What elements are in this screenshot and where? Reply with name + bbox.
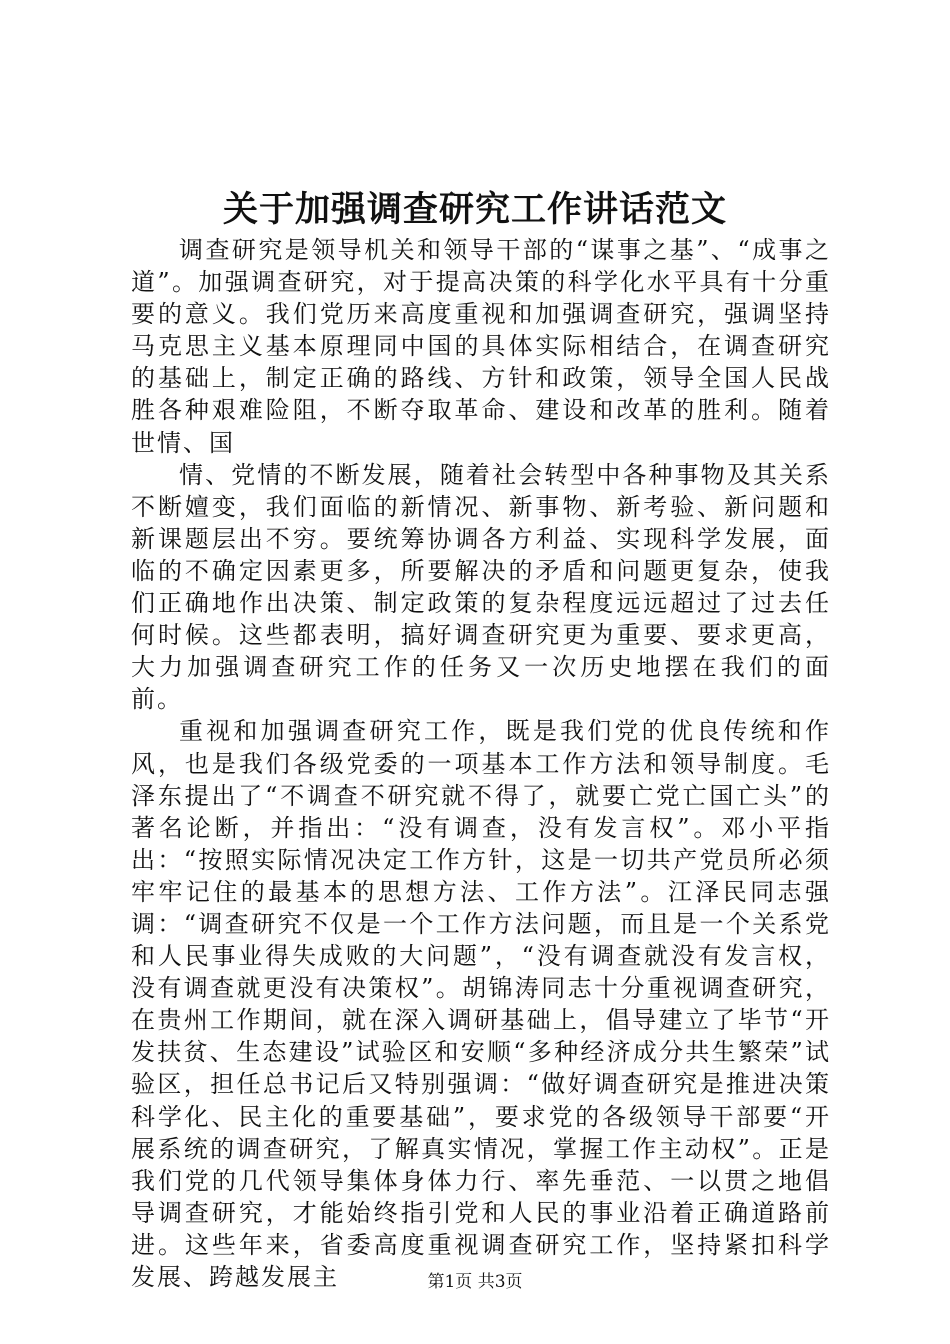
page-number-footer: 第1页 共3页 — [427, 1272, 523, 1292]
paragraph-2: 情、党情的不断发展，随着社会转型中各种事物及其关系不断嬗变，我们面临的新情况、新事物、新考验、新问题和新课题层出不穷。要统筹协调各方利益、实现科学发展，面临的不确定因素更多，所要解决的矛盾和问题更复杂，使我们正确地作出决策、制定政策的复杂程度远远超过了过去任何时候。这些都表明，搞好调查研究更为重要、要求更高，大力加强调查研究工作的任务又一次历史地摆在我们的面前。 — [131, 460, 831, 714]
document-body — [131, 234, 831, 1293]
paragraph-1: 调查研究是领导机关和领导干部的“谋事之基”、“成事之道”。加强调查研究，对于提高决策的科学化水平具有十分重要的意义。我们党历来高度重视和加强调查研究，强调坚持马克思主义基本原理同中国的具体实际相结合，在调查研究的基础上，制定正确的路线、方针和政策，领导全国人民战胜各种艰难险阻，不断夺取革命、建设和改革的胜利。随着世情、国 — [131, 236, 831, 457]
paragraph-3: 重视和加强调查研究工作，既是我们党的优良传统和作风，也是我们各级党委的一项基本工作方法和领导制度。毛泽东提出了“不调查不研究就不得了，就要亡党亡国亡头”的著名论断，并指出：“没有调查，没有发言权”。邓小平指出：“按照实际情况决定工作方针，这是一切共产党员所必须牢牢记住的最基本的思想方法、工作方法”。江泽民同志强调：“调查研究不仅是一个工作方法问题，而且是一个关系党和人民事业得失成败的大问题”，“没有调查就没有发言权，没有调查就更没有决策权”。胡锦涛同志十分重视调查研究，在贵州工作期间，就在深入调研基础上，倡导建立了毕节“开发扶贫、生态建设”试验区和安顺“多种经济成分共生繁荣”试验区，担任总书记后又特别强调：“做好调查研究是推进决策科学化、民主化的重要基础”，要求党的各级领导干部要“开展系统的调查研究，了解真实情况，掌握工作主动权”。正是我们党的几代领导集体身体力行、率先垂范、一以贯之地倡导调查研究，才能始终指引党和人民的事业沿着正确道路前进。这些年来，省委高度重视调查研究工作，坚持紧扣科学发展、跨越发展主 — [131, 717, 831, 1291]
page-title: 关于加强调查研究工作讲话范文 — [222, 189, 727, 230]
